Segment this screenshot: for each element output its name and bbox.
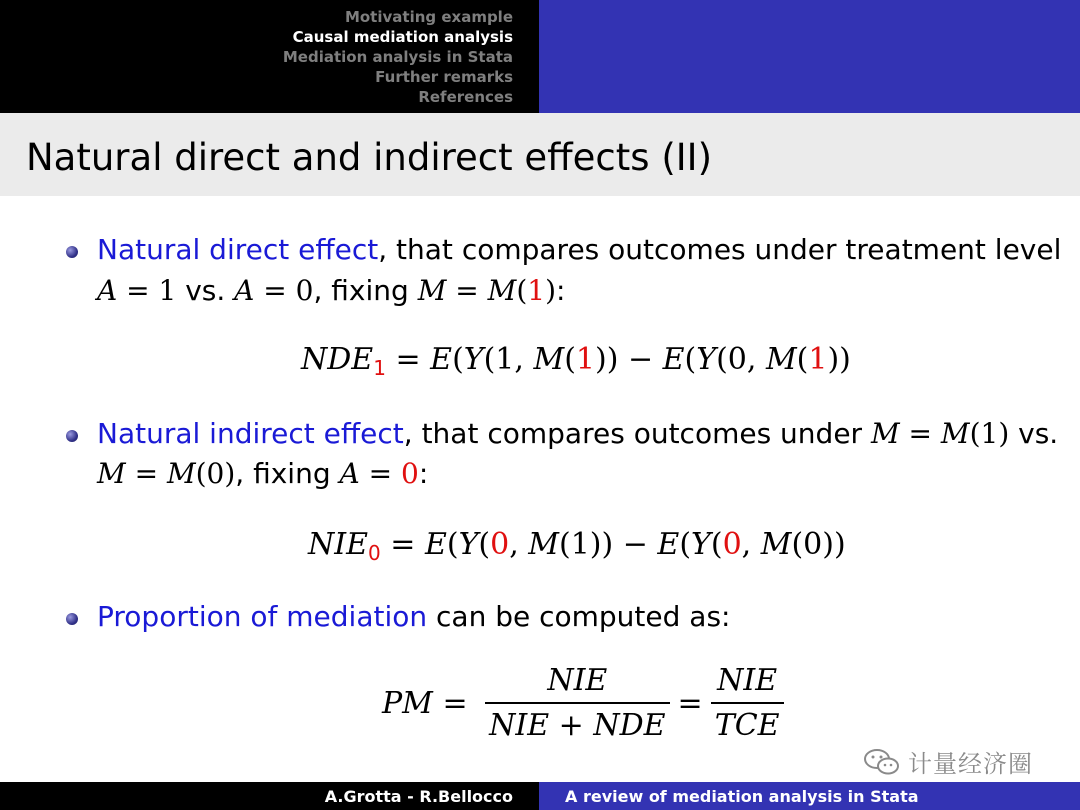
footer-left-panel — [0, 782, 539, 810]
bullet-2-line-2: M = M(0), fixing A = 0: — [97, 457, 429, 490]
fraction-nie-over-sum: $\frac{\text{NIE}}{\text{NIE + NDE}}$ — [485, 663, 669, 743]
bullet-1-description: , that compares outcomes under treatment level — [378, 233, 1062, 266]
bullet-icon — [66, 246, 78, 258]
fraction-nie-over-tce: $\frac{\text{NIE}}{\text{TCE}}$ — [711, 663, 784, 743]
nav-item-mediation-analysis-in-stata[interactable]: Mediation analysis in Stata — [282, 48, 513, 66]
nav-item-references[interactable]: References — [418, 88, 513, 106]
footer-right-panel — [539, 782, 1080, 810]
bullet-icon — [66, 613, 78, 625]
bullet-3-description: can be computed as: — [427, 600, 731, 633]
bullet-icon — [66, 430, 78, 442]
nde-equation: $NDE_1 = E(Y(1$, M(1)) − E(Y(0, M(1)) — [301, 342, 851, 380]
section-navigation — [283, 7, 513, 107]
nie-equation: $NIE_0 = E(Y(0$, M(1)) − E(Y(0, M(0)) — [308, 527, 846, 565]
nav-item-motivating-example[interactable]: Motivating example — [344, 8, 513, 26]
bullet-3-line-1 — [97, 600, 731, 633]
header-right-panel — [539, 0, 1080, 113]
watermark — [862, 744, 1033, 779]
watermark-text: 计量经济圈 — [908, 750, 1033, 778]
bullet-2-description: , that compares outcomes under — [403, 417, 863, 450]
natural-indirect-effect-term: Natural indirect effect — [97, 417, 404, 450]
bullet-1-line-2: A = 1 vs. A = 0, fixing M = M(1): — [97, 274, 566, 307]
header-left-panel — [0, 0, 539, 113]
proportion-of-mediation-term: Proportion of mediation — [97, 600, 428, 633]
wechat-icon — [862, 747, 902, 777]
footer-presentation-title: A review of mediation analysis in Stata — [565, 787, 919, 806]
bullet-2-line-1: Natural indirect effect, that compares outcomes under M = M(1) vs. — [97, 417, 1059, 450]
pm-equation: PM = $\frac{\text{NIE}}{\text{NIE + NDE}}$ = $\frac{\text{NIE}}{\text{TCE}}$ — [382, 660, 792, 746]
nav-item-causal-mediation-analysis[interactable]: Causal mediation analysis — [292, 28, 513, 46]
bullet-1-line-1 — [97, 233, 1061, 266]
slide-title: Natural direct and indirect effects (II) — [26, 136, 713, 179]
nav-item-further-remarks[interactable]: Further remarks — [375, 68, 513, 86]
natural-direct-effect-term: Natural direct effect — [97, 233, 379, 266]
footer-authors: A.Grotta - R.Bellocco — [324, 787, 513, 806]
